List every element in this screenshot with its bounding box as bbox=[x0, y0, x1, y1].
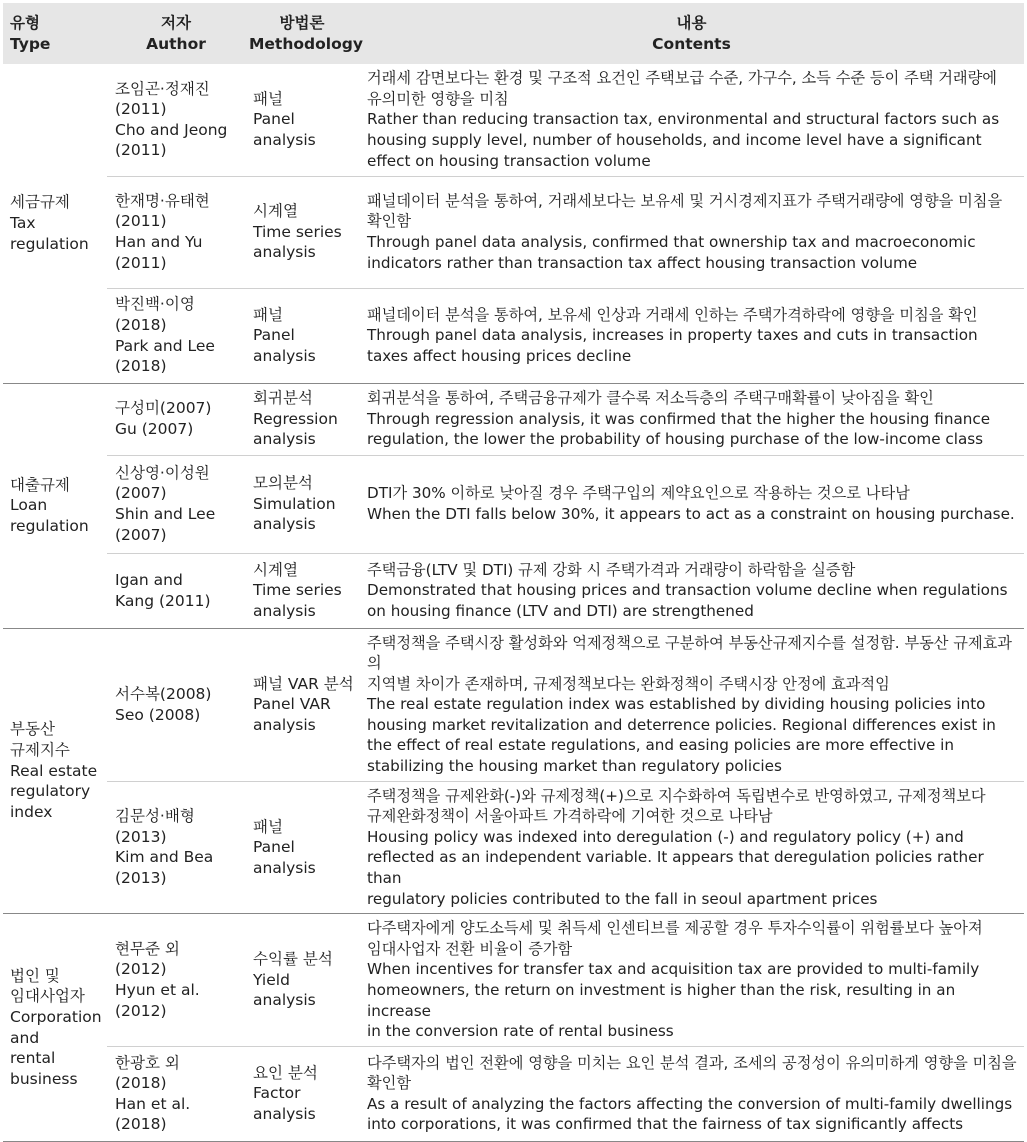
author-cell: Igan and Kang (2011) bbox=[107, 553, 245, 628]
table-row bbox=[3, 781, 1024, 914]
table-row bbox=[3, 914, 1024, 1047]
category-tax-regulation: 세금규제 Tax regulation bbox=[3, 64, 107, 383]
author-cell: 구성미(2007) Gu (2007) bbox=[107, 383, 245, 455]
table-row bbox=[3, 383, 1024, 455]
author-cell: 조임곤·정재진 (2011) Cho and Jeong (2011) bbox=[107, 64, 245, 176]
table-row bbox=[3, 64, 1024, 176]
header-type: 유형 Type bbox=[3, 3, 107, 64]
category-loan-regulation: 대출규제 Loan regulation bbox=[3, 383, 107, 628]
methodology-cell: 패널 Panel analysis bbox=[245, 288, 359, 383]
table-row bbox=[3, 455, 1024, 553]
methodology-cell: 시계열 Time series analysis bbox=[245, 553, 359, 628]
header-contents: 내용 Contents bbox=[359, 3, 1024, 64]
table-row bbox=[3, 553, 1024, 628]
methodology-cell: 모의분석 Simulation analysis bbox=[245, 455, 359, 553]
contents-cell: 주택정책을 주택시장 활성화와 억제정책으로 구분하여 부동산규제지수를 설정함. 부동산 규제효과의 지역별 차이가 존재하며, 규제정책보다는 완화정책이 주택시장 안정에 효과적임 The real estate regulation index was established by dividing housing policies into housing market revitalization and deterrence policies. Regional differences exist in the effect of real estate regulations, and easing policies are more effective in stabilizing the housing market than regulatory policies bbox=[359, 628, 1024, 781]
literature-review-table-page bbox=[3, 3, 1024, 1142]
author-cell: 서수복(2008) Seo (2008) bbox=[107, 628, 245, 781]
header-row bbox=[3, 3, 1024, 64]
table-row bbox=[3, 288, 1024, 383]
author-cell: 박진백·이영 (2018) Park and Lee (2018) bbox=[107, 288, 245, 383]
methodology-cell: 시계열 Time series analysis bbox=[245, 176, 359, 288]
category-corporation-rental-business: 법인 및 임대사업자 Corporation and rental business bbox=[3, 914, 107, 1142]
table-header bbox=[3, 3, 1024, 64]
header-author: 저자 Author bbox=[107, 3, 245, 64]
contents-cell: DTI가 30% 이하로 낮아질 경우 주택구입의 제약요인으로 작용하는 것으로 나타남 When the DTI falls below 30%, it appears to act as a constraint on housing purchase. bbox=[359, 455, 1024, 553]
methodology-cell: 패널 Panel analysis bbox=[245, 64, 359, 176]
author-cell: 신상영·이성원 (2007) Shin and Lee (2007) bbox=[107, 455, 245, 553]
methodology-cell: 패널 VAR 분석 Panel VAR analysis bbox=[245, 628, 359, 781]
contents-cell: 다주택자에게 양도소득세 및 취득세 인센티브를 제공할 경우 투자수익률이 위험률보다 높아져 임대사업자 전환 비율이 증가함 When incentives for transfer tax and acquisition tax are provided to multi-family homeowners, the return on investment is higher than the risk, resulting in an increase in the conversion rate of rental business bbox=[359, 914, 1024, 1047]
category-real-estate-regulatory-index: 부동산 규제지수 Real estate regulatory index bbox=[3, 628, 107, 914]
author-cell: 한재명·유태현 (2011) Han and Yu (2011) bbox=[107, 176, 245, 288]
methodology-cell: 수익률 분석 Yield analysis bbox=[245, 914, 359, 1047]
table-body bbox=[3, 64, 1024, 1141]
author-cell: 한광호 외 (2018) Han et al. (2018) bbox=[107, 1046, 245, 1141]
table-row bbox=[3, 1046, 1024, 1141]
methodology-cell: 패널 Panel analysis bbox=[245, 781, 359, 914]
contents-cell: 다주택자의 법인 전환에 영향을 미치는 요인 분석 결과, 조세의 공정성이 유의미하게 영향을 미침을 확인함 As a result of analyzing the factors affecting the conversion of multi-family dwellings into corporations, it was confirmed that the fairness of tax significantly affects bbox=[359, 1046, 1024, 1141]
contents-cell: 패널데이터 분석을 통하여, 거래세보다는 보유세 및 거시경제지표가 주택거래량에 영향을 미침을 확인함 Through panel data analysis, confirmed that ownership tax and macroeconomic indicators rather than transaction tax affect housing transaction volume bbox=[359, 176, 1024, 288]
literature-review-table bbox=[3, 3, 1024, 1142]
contents-cell: 거래세 감면보다는 환경 및 구조적 요건인 주택보급 수준, 가구수, 소득 수준 등이 주택 거래량에 유의미한 영향을 미침 Rather than reducing transaction tax, environmental and structural factors such as housing supply level, number of households, and income level have a significant effect on housing transaction volume bbox=[359, 64, 1024, 176]
methodology-cell: 요인 분석 Factor analysis bbox=[245, 1046, 359, 1141]
contents-cell: 주택금융(LTV 및 DTI) 규제 강화 시 주택가격과 거래량이 하락함을 실증함 Demonstrated that housing prices and transaction volume decline when regulations on housing finance (LTV and DTI) are strengthened bbox=[359, 553, 1024, 628]
table-row bbox=[3, 176, 1024, 288]
contents-cell: 패널데이터 분석을 통하여, 보유세 인상과 거래세 인하는 주택가격하락에 영향을 미침을 확인 Through panel data analysis, increases in property taxes and cuts in transaction taxes affect housing prices decline bbox=[359, 288, 1024, 383]
table-row bbox=[3, 628, 1024, 781]
contents-cell: 회귀분석을 통하여, 주택금융규제가 클수록 저소득층의 주택구매확률이 낮아짐을 확인 Through regression analysis, it was confirmed that the higher the housing finance regulation, the lower the probability of housing purchase of the low-income class bbox=[359, 383, 1024, 455]
contents-cell: 주택정책을 규제완화(-)와 규제정책(+)으로 지수화하여 독립변수로 반영하였고, 규제정책보다 규제완화정책이 서울아파트 가격하락에 기여한 것으로 나타남 Housing policy was indexed into deregulation (-) and regulatory policy (+) and reflected as an independent variable. It appears that deregulation policies rather than regulatory policies contributed to the fall in seoul apartment prices bbox=[359, 781, 1024, 914]
header-methodology: 방법론 Methodology bbox=[245, 3, 359, 64]
author-cell: 현무준 외 (2012) Hyun et al. (2012) bbox=[107, 914, 245, 1047]
methodology-cell: 회귀분석 Regression analysis bbox=[245, 383, 359, 455]
author-cell: 김문성·배형 (2013) Kim and Bea (2013) bbox=[107, 781, 245, 914]
